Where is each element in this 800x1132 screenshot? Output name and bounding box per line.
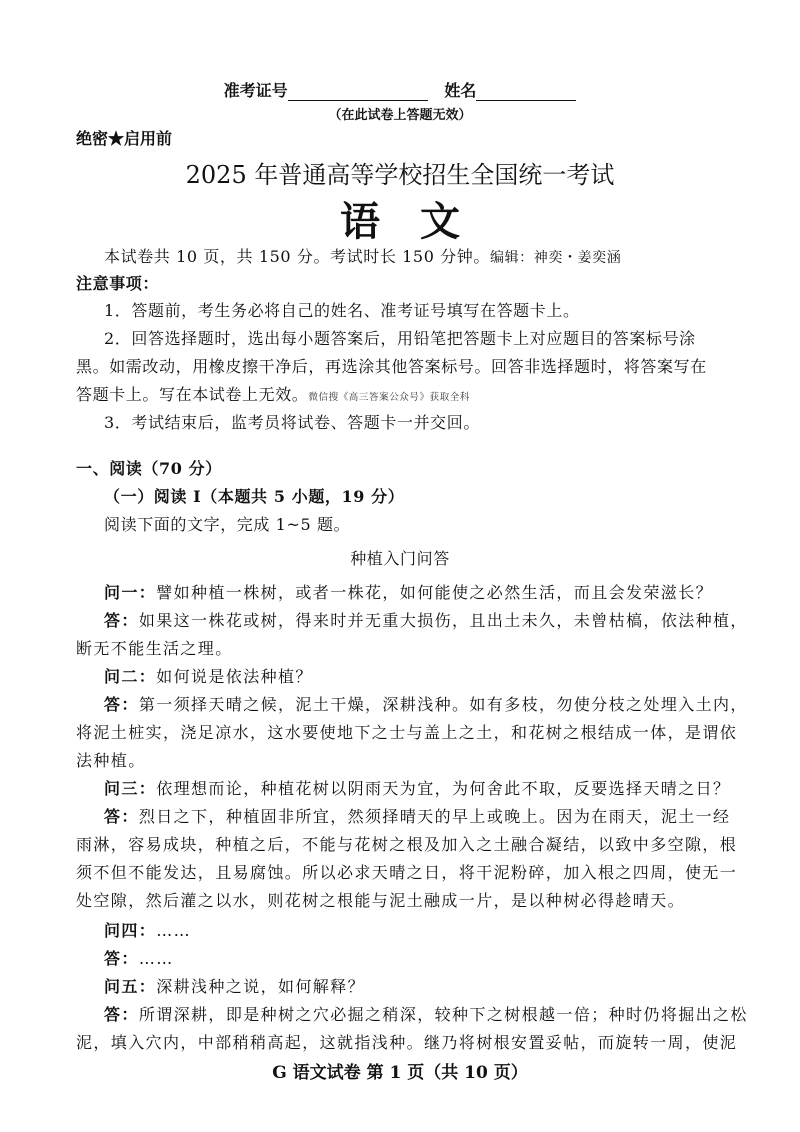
name-label: 姓名 [444, 81, 477, 100]
q5-text: 深耕浅种之说，如何解释？ [156, 977, 366, 996]
q2-text: 如何说是依法种植？ [156, 667, 313, 686]
invalid-answer-note: （在此试卷上答题无效） [328, 108, 472, 123]
exam-info-text: 本试卷共 10 页，共 150 分。考试时长 150 分钟。 [104, 247, 490, 266]
question-1 [104, 580, 713, 603]
answer-1-line2: 断无不能生活之理。 [76, 639, 233, 658]
q3-text: 依理想而论，种植花树以阴雨天为宜，为何舍此不取，反要选择天晴之日？ [156, 779, 731, 798]
name-blank [476, 86, 576, 101]
a4-text: …… [138, 949, 174, 968]
notice-item-2-line1: 2．回答选择题时，选出每小题答案后，用铅笔把答题卡上对应题目的答案标号涂 [104, 329, 696, 348]
a4-label: 答： [104, 949, 139, 968]
notice-item-2-line2: 黑。如需改动，用橡皮擦干净后，再选涂其他答案标号。回答非选择题时，将答案写在 [76, 357, 707, 376]
admission-number-label: 准考证号 [223, 81, 288, 100]
a5-text: 所谓深耕，即是种树之穴必掘之稍深，较种下之树根越一倍；种时仍将掘出之松 [138, 1005, 748, 1024]
answer-3-line3: 须不但不能发达，且易腐蚀。所以必求天晴之日，将干泥粉碎，加入根之四周，使无一 [76, 863, 738, 882]
answer-2-line3: 法种植。 [76, 751, 146, 770]
a3-text: 烈日之下，种植固非所宜，然须择晴天的早上或晚上。因为在雨天，泥土一经 [138, 807, 731, 826]
q5-label: 问五： [104, 977, 157, 996]
page-footer: G 语文试卷 第 1 页（共 10 页） [272, 1063, 528, 1083]
subject-title: 语文 [340, 198, 500, 245]
a1-label: 答： [104, 611, 139, 630]
notice-item-1: 1．答题前，考生务必将自己的姓名、准考证号填写在答题卡上。 [104, 301, 580, 320]
part-heading: （一）阅读 I（本题共 5 小题，19 分） [104, 487, 405, 506]
article-title: 种植入门问答 [350, 549, 450, 568]
answer-1-line1 [104, 608, 748, 631]
notice-item-2-line3-text: 答题卡上。写在本试卷上无效。 [76, 385, 309, 404]
answer-2-line1 [104, 692, 748, 715]
exam-title: 2025 年普通高等学校招生全国统一考试 [185, 161, 615, 189]
q3-label: 问三： [104, 779, 157, 798]
notices-heading: 注意事项： [76, 274, 160, 293]
answer-5-line1 [104, 1002, 748, 1025]
exam-info [104, 244, 621, 267]
q1-label: 问一： [104, 583, 157, 602]
q1-text: 譬如种植一株树，或者一株花，如何能使之必然生活，而且会发荣滋长？ [156, 583, 714, 602]
a2-text: 第一须择天晴之候，泥土干燥，深耕浅种。如有多枝，勿使分枝之处埋入土内， [138, 695, 748, 714]
a5-label: 答： [104, 1005, 139, 1024]
admission-number-blank [288, 86, 428, 101]
q4-label: 问四： [104, 921, 157, 940]
question-3 [104, 776, 730, 799]
answer-4 [104, 946, 174, 969]
a3-label: 答： [104, 807, 139, 826]
a1-text: 如果这一株花或树，得来时并无重大损伤，且出土未久，未曾枯槁，依法种植， [138, 611, 748, 630]
candidate-info-line [0, 78, 800, 101]
question-2 [104, 664, 313, 687]
a2-label: 答： [104, 695, 139, 714]
section-heading: 一、阅读（70 分） [76, 459, 222, 478]
question-5 [104, 974, 365, 997]
reading-instruction: 阅读下面的文字，完成 1~5 题。 [104, 515, 351, 534]
answer-3-line4: 处空隙，然后灌之以水，则花树之根能与泥土融成一片，是以种树必得趁晴天。 [76, 891, 686, 910]
watermark-text: 微信搜《高三答案公众号》获取全科 [308, 392, 471, 403]
notice-item-2-line3 [76, 382, 470, 405]
question-4 [104, 918, 191, 941]
notice-item-3: 3．考试结束后，监考员将试卷、答题卡一并交回。 [104, 413, 480, 432]
q4-text: …… [156, 921, 192, 940]
answer-2-line2: 将泥土桩实，浇足凉水，这水要使地下之士与盖上之土，和花树之根结成一体，是谓依 [76, 723, 738, 742]
answer-3-line1 [104, 804, 730, 827]
answer-3-line2: 雨淋，容易成块，种植之后，不能与花树之根及加入之土融合凝结，以致中多空隙，根 [76, 835, 738, 854]
editor-credit: 编辑：神奕・姜奕涵 [489, 250, 622, 266]
q2-label: 问二： [104, 667, 157, 686]
answer-5-line2: 泥，填入穴内，中部稍稍高起，这就指浅种。继乃将树根安置妥帖，而旋转一周，使泥 [76, 1033, 738, 1052]
secret-mark: 绝密★启用前 [76, 129, 173, 148]
